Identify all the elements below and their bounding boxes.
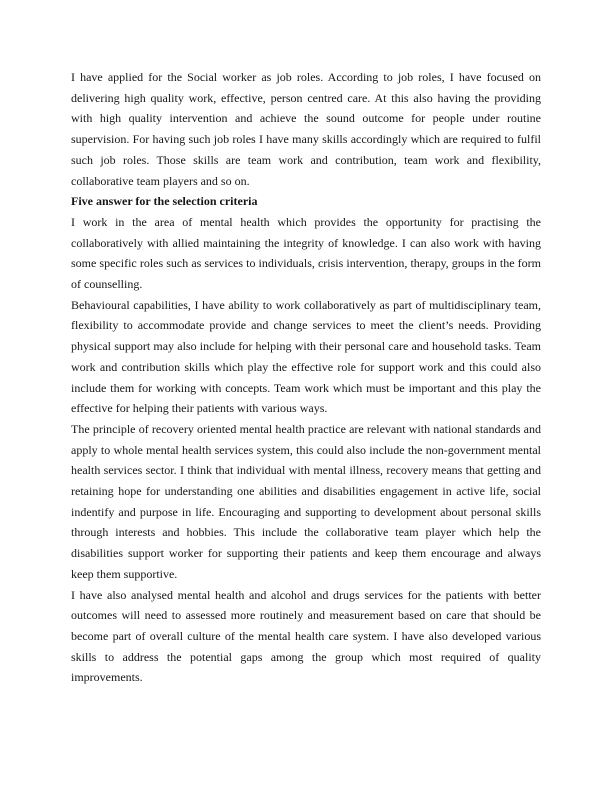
paragraph-analysis-outcomes: I have also analysed mental health and alcohol and drugs services for the patients with better outcomes will need to assessed more routinely and measurement based on care that should be become part of overall culture of the mental health care system. I have also developed various skills to address the potential gaps among the group which most required of quality improvements. xyxy=(71,587,541,685)
paragraph-recovery-principle: The principle of recovery oriented mental health practice are relevant with national standards and apply to whole mental health services system, this could also include the non-government mental health services sector. I think that individual with mental illness, recovery means that getting and retaining hope for understanding one abilities and disabilities engagement in active life, social indentify and purpose in life. Encouraging and supporting to development about personal skills through interests and hobbies. This include the collaborative team player which help the disabilities support worker for supporting their patients and keep them encourage and always keep them supportive. xyxy=(71,421,541,581)
paragraph-job-roles-intro: I have applied for the Social worker as job roles. According to job roles, I have focused on delivering high quality work, effective, person centred care. At this also having the providing with high quality intervention and achieve the sound outcome for people under routine supervision. For having such job roles I have many skills accordingly which are required to fulfil such job roles. Those skills are team work and contribution, team work and flexibility, collaborative team players and so on. xyxy=(71,70,541,188)
section-heading-selection-criteria: Five answer for the selection criteria xyxy=(71,194,258,209)
paragraph-behavioural-capabilities: Behavioural capabilities, I have ability to work collaboratively as part of multidisciplinary team, flexibility to accommodate provide and change services to meet the client’s needs. Providing physical support may also include for helping with their personal care and household tasks. Team work and contribution skills which play the effective role for support work and this could also include them for working with concepts. Team work which must be important and this play the effective for helping their patients with various ways. xyxy=(71,297,541,416)
paragraph-mental-health-area: I work in the area of mental health which provides the opportunity for practising the collaboratively with allied maintaining the integrity of knowledge. I can also work with having some specific roles such as services to individuals, crisis intervention, therapy, groups in the form of counselling. xyxy=(71,214,541,292)
document-body xyxy=(71,67,541,688)
